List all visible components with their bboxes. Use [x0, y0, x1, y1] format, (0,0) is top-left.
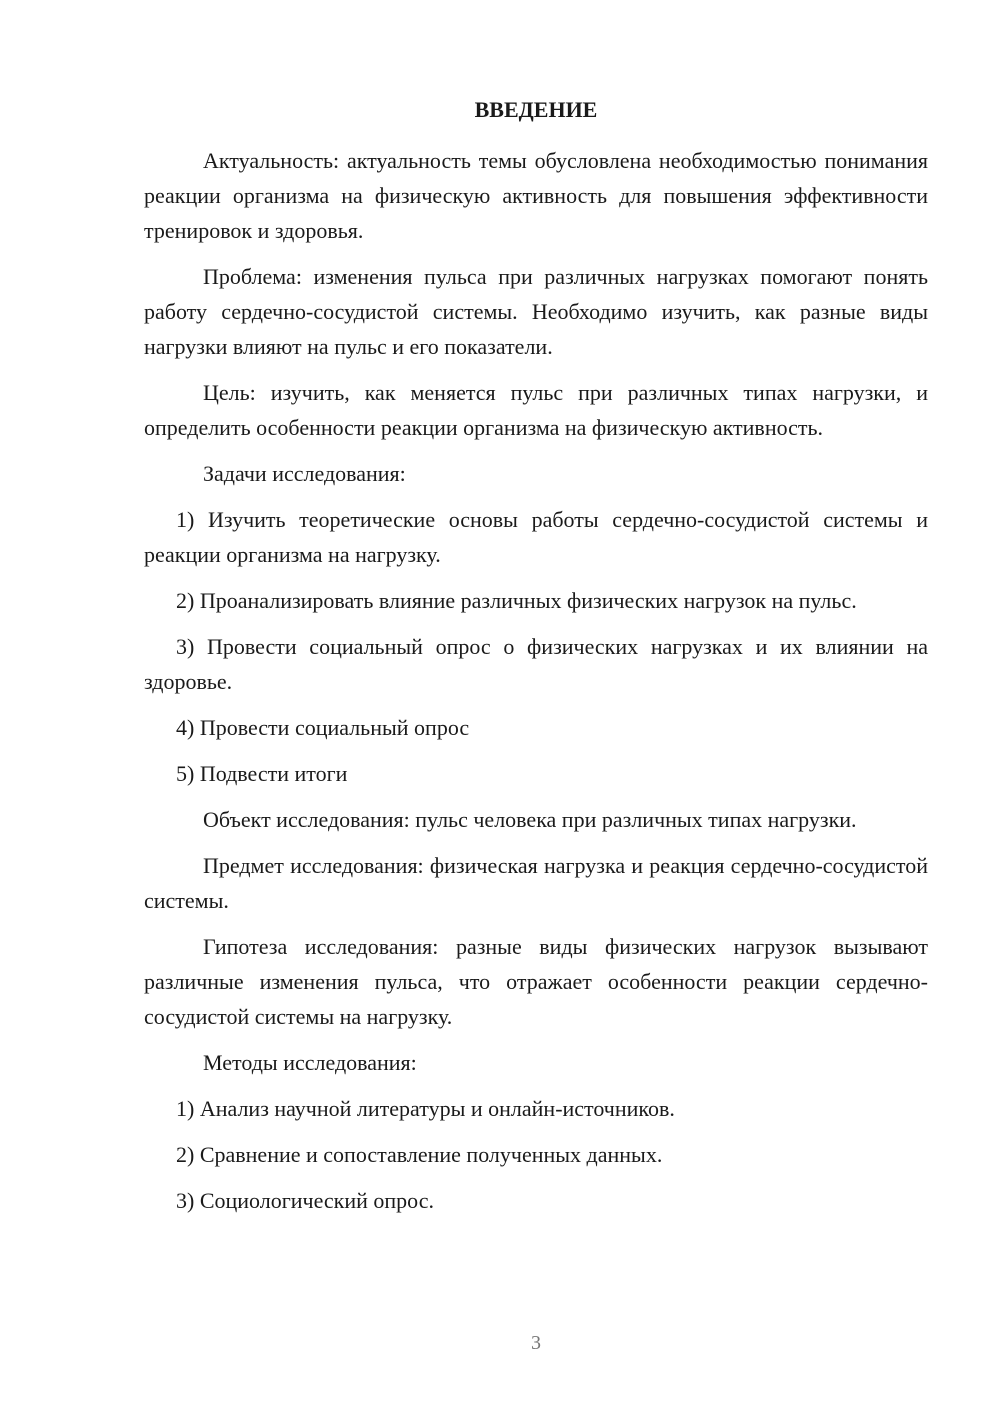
paragraph-subject: Предмет исследования: физическая нагрузка и реакция сердечно-сосудистой системы. [144, 853, 928, 913]
method-item: 3) Социологический опрос. [176, 1188, 434, 1213]
paragraph-relevance: Актуальность: актуальность темы обусловлена необходимостью понимания реакции организма на физическую активность для повышения эффективности тренировок и здоровья. [144, 148, 928, 243]
section-title: ВВЕДЕНИЕ [474, 97, 598, 122]
page-number: 3 [531, 1332, 541, 1354]
task-item: 2) Проанализировать влияние различных физических нагрузок на пульс. [176, 588, 857, 613]
method-item: 1) Анализ научной литературы и онлайн-источников. [176, 1096, 675, 1121]
methods-heading: Методы исследования: [203, 1050, 417, 1075]
task-item: 5) Подвести итоги [176, 761, 348, 786]
paragraph-goal: Цель: изучить, как меняется пульс при различных типах нагрузки, и определить особенности реакции организма на физическую активность. [144, 380, 928, 440]
paragraph-hypothesis: Гипотеза исследования: разные виды физических нагрузок вызывают различные изменения пульса, что отражает особенности реакции сердечно-сосудистой системы на нагрузку. [144, 934, 928, 1029]
method-item: 2) Сравнение и сопоставление полученных данных. [176, 1142, 663, 1167]
paragraph-object: Объект исследования: пульс человека при различных типах нагрузки. [203, 807, 857, 832]
page-content [144, 92, 928, 1229]
task-item: 4) Провести социальный опрос [176, 715, 470, 740]
task-item: 3) Провести социальный опрос о физических нагрузках и их влиянии на здоровье. [144, 634, 928, 694]
task-item: 1) Изучить теоретические основы работы сердечно-сосудистой системы и реакции организма на нагрузку. [144, 507, 928, 567]
tasks-heading: Задачи исследования: [203, 461, 406, 486]
paragraph-problem: Проблема: изменения пульса при различных нагрузках помогают понять работу сердечно-сосудистой системы. Необходимо изучить, как разные виды нагрузки влияют на пульс и его показатели. [144, 264, 928, 359]
